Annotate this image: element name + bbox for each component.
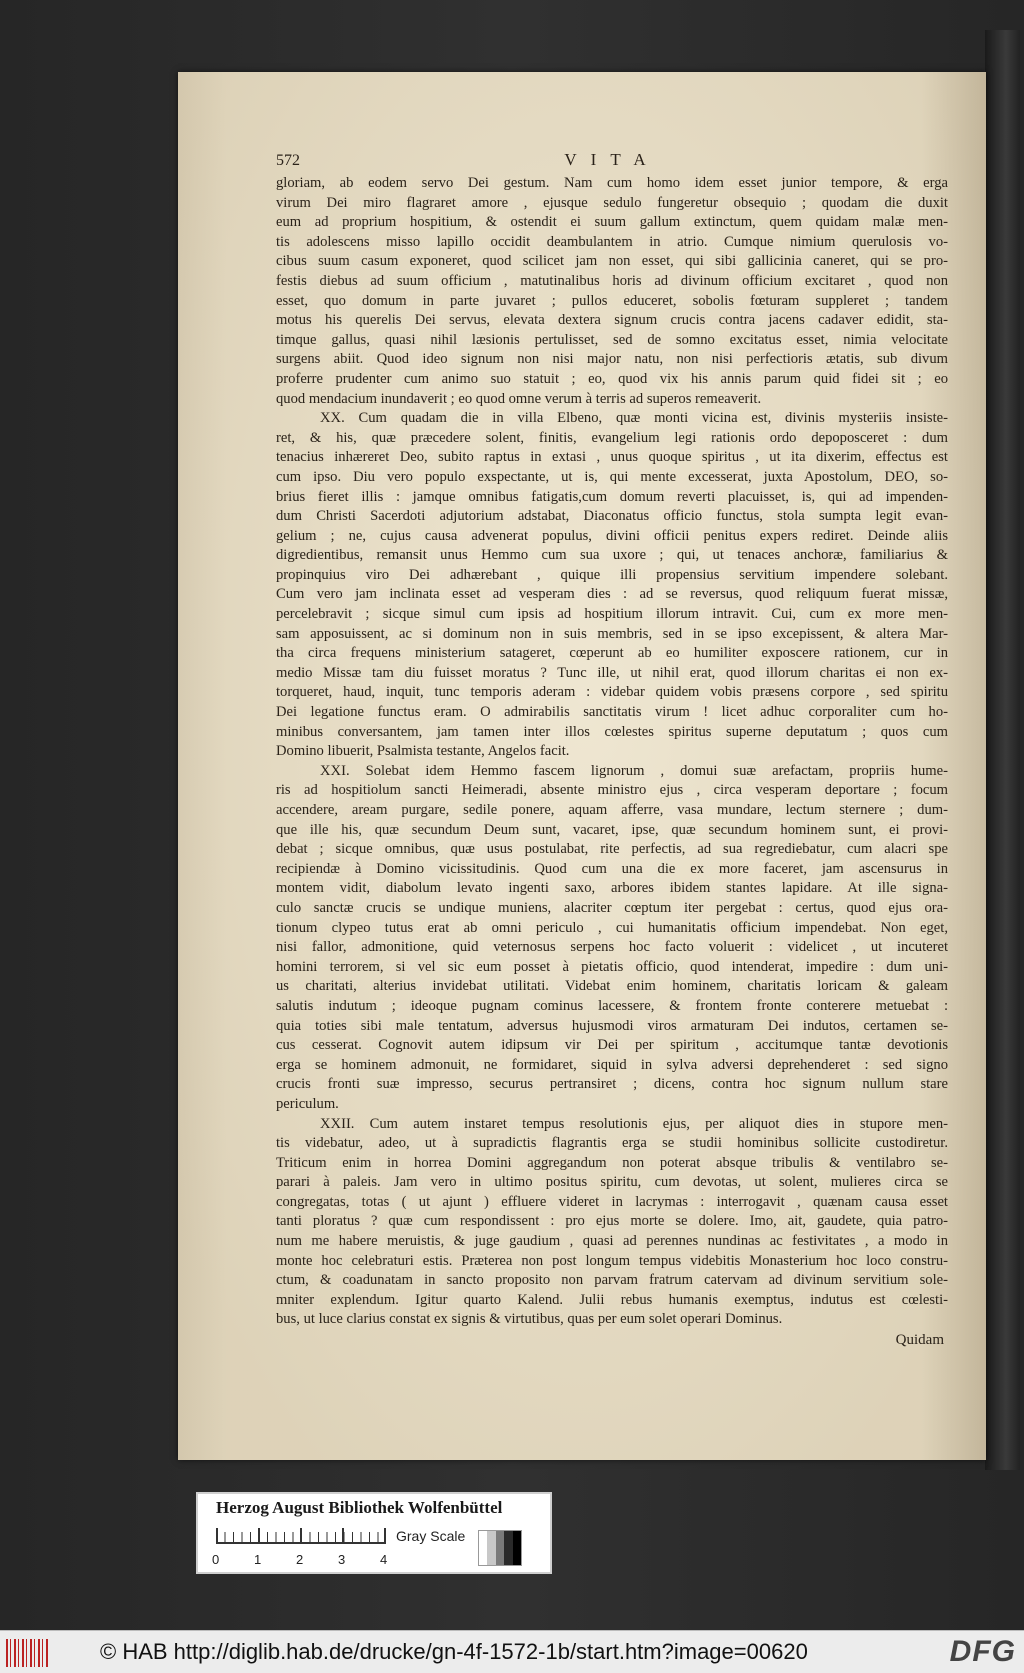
gray-patch bbox=[513, 1531, 521, 1565]
text-line: tionum clypeo tutus erat ab omni periculo , cui humanitatis officium impendebat. Non eget, bbox=[276, 919, 948, 936]
text-line: Domino libuerit, Psalmista testante, Angelos facit. bbox=[276, 743, 570, 760]
text-line: gloriam, ab eodem servo Dei gestum. Nam cum homo idem esset junior tempore, & erga bbox=[276, 175, 948, 191]
footer-bar bbox=[0, 1630, 1024, 1673]
gray-patch bbox=[496, 1531, 504, 1565]
text-line: salutis indutum ; ideoque pugnam cominus lacessere, & frontem fronte conterere metuebat : bbox=[276, 997, 948, 1014]
text-line: virum Dei miro flagraret amore , ejusque sedulo fungeretur obsequio ; quodam die duxit bbox=[276, 194, 948, 211]
text-line: tha circa frequens ministerium satageret, cœperunt ab eo humiliter exposcere rationem, cur in bbox=[276, 645, 948, 662]
text-line: percelebravit ; sicque simul cum ipsis ad hospitium illorum intravit. Cui, cum ex more men- bbox=[276, 606, 948, 623]
text-line: medio Missæ tam diu fuisset moratus ? Tunc ille, ut nihil erat, quod illorum charitas ei non ex- bbox=[276, 664, 948, 681]
hab-logo-icon bbox=[6, 1639, 48, 1667]
book-page bbox=[178, 72, 986, 1460]
library-stamp bbox=[196, 1492, 552, 1574]
text-line: surgens abiit. Quod ideo signum non nisi major natu, non nisi perfectioris ætatis, sub divum bbox=[276, 351, 948, 368]
text-line: cibus suum casum exponeret, quod scilicet jam non esset, qui sibi gallicinia caneret, qui se pro- bbox=[276, 253, 948, 270]
text-line: ris ad hospitiolum sancti Heimeradi, absente ministro ejus , circa vesperam deportare ; focum bbox=[276, 782, 948, 799]
text-line: nisi fallor, admonitione, quid veternosus serpens hoc facto voluerit : videlicet , ut incuteret bbox=[276, 939, 948, 956]
gray-patch bbox=[479, 1531, 487, 1565]
gray-patch bbox=[487, 1531, 495, 1565]
text-line: tis videbatur, adeo, ut à supradictis flagrantis erga se studii hominibus sollicite custodiretur. bbox=[276, 1135, 948, 1152]
text-line: torqueret, haud, inquit, tunc temporis aderam : videbar quidem vobis præsens corpore , sed spiritu bbox=[276, 684, 948, 701]
text-line: Triticum enim in horrea Domini aggregandum non poterat absque tribulis & ventilabro se- bbox=[276, 1154, 948, 1171]
library-name: Herzog August Bibliothek Wolfenbüttel bbox=[216, 1498, 503, 1517]
text-line: mniter explendum. Igitur quarto Kalend. Julii rebus humanis exemptus, indutus est cœlesti- bbox=[276, 1291, 948, 1308]
text-line: periculum. bbox=[276, 1095, 339, 1112]
dfg-logo: DFG bbox=[949, 1635, 1016, 1668]
page-content bbox=[276, 150, 948, 1349]
measurement-ruler bbox=[216, 1528, 386, 1544]
scale-number: 1 bbox=[254, 1552, 262, 1567]
gray-scale-patches bbox=[478, 1530, 522, 1566]
scale-number: 0 bbox=[212, 1552, 220, 1567]
text-line: motus his querelis Dei servus, elevata dextera signum crucis contra jacens cadaver edidit, sta- bbox=[276, 312, 948, 329]
text-line: minibus conversantem, jam tamen inter illos cœlestes spiritus superne deputatum ; quos cum bbox=[276, 723, 948, 740]
text-line: sam apposuissent, ac si dominum non in suis membris, sed in se ipso excepissent, & altera Mar- bbox=[276, 625, 948, 642]
body-text bbox=[276, 174, 948, 1330]
text-line: proferre prudenter cum animo suo statuit ; eo, quod vix his annis parum quid fidei sit ; eo bbox=[276, 370, 948, 387]
text-line: cum ipso. Diu vero populo exspectante, ut is, qui mente excesserat, juxta Apostolum, DEO, so- bbox=[276, 468, 948, 485]
text-line: cus cesserat. Cognovit autem idipsum vir Dei per spiritum , accitumque tantæ devotionis bbox=[276, 1037, 948, 1054]
text-line: XX. Cum quadam die in villa Elbeno, quæ monti vicina est, divinis mysteriis insiste- bbox=[320, 410, 948, 427]
page-header bbox=[276, 150, 948, 174]
text-line: num me habere meruistis, & juge gaudium , quasi ad perennes nundinas ac festivitates , a modo in bbox=[276, 1233, 948, 1250]
text-line: parari à paleis. Jam vero in ultimo positus spiritu, cum devotas, ut solent, mulieres circa se bbox=[276, 1174, 948, 1191]
text-line: culo sanctæ crucis se undique muniens, alacriter cœptum iter pergebat : certus, quod ejus ora- bbox=[276, 899, 948, 916]
gray-scale-label: Gray Scale bbox=[396, 1528, 466, 1544]
text-line: que ille his, quæ secundum Deum sunt, vacaret, ipse, quæ secundum hominem sunt, ei provi- bbox=[276, 821, 948, 838]
text-line: eum ad proprium hospitium, & ostendit ei suum gallum extinctum, quem quidam malæ men- bbox=[276, 214, 948, 231]
text-line: tis adolescens misso lapillo occidit deambulantem in atrio. Cumque nimium querulosis vo- bbox=[276, 233, 948, 250]
text-line: ret, & his, quæ præcedere solent, finitis, evangelium legi rationis ordo depoposceret : dum bbox=[276, 429, 948, 446]
running-head: VITA bbox=[564, 150, 660, 169]
text-line: recipiendæ à Domino vicissitudinis. Quod cum una die ex more faceret, jam ascensurus in bbox=[276, 860, 948, 877]
text-line: ctum, & coadunatam in sancto proposito non parvam fratrum catervam ad divinum servitium sole- bbox=[276, 1272, 948, 1289]
footer-url: © HAB http://diglib.hab.de/drucke/gn-4f-1572-1b/start.htm?image=00620 bbox=[100, 1639, 808, 1664]
text-line: XXI. Solebat idem Hemmo fascem lignorum , domui suæ arefactam, propriis hume- bbox=[320, 762, 948, 779]
text-line: esset, quo domum in parte juvaret ; pullos educeret, sobolis fœturam suppleret ; tandem bbox=[276, 292, 948, 309]
text-line: festis diebus ad suum officium , matutinalibus horis ad divinum officium excitaret , quod non bbox=[276, 272, 948, 289]
text-line: quod mendacium inundaverit ; eo quod omne verum à terris ad superos remeaverit. bbox=[276, 390, 762, 407]
catchword: Quidam bbox=[895, 1332, 944, 1349]
text-line: monte hoc celebraturi estis. Præterea non post longum tempus videbitis Monasterium hoc loco constru- bbox=[276, 1252, 948, 1269]
scale-number: 3 bbox=[338, 1552, 346, 1567]
text-line: propinquius viro Dei adhærebant , quique illi propensius servitium impendere solebant. bbox=[276, 566, 948, 583]
text-line: tenacius inhæreret Deo, subito raptus in extasi , unus quoque spiritus , ut ita dixerim, effectus est bbox=[276, 449, 948, 466]
text-line: debat ; sicque omnibus, quæ usus postulabat, rite perfectis, ad sua regrediebatur, cum alacri spe bbox=[276, 841, 948, 858]
page-number: 572 bbox=[276, 152, 300, 169]
text-line: brius fieret illis : jamque omnibus fatigatis,cum domum reverti placuisset, is, qui ad impenden- bbox=[276, 488, 948, 505]
text-line: Dei legatione functus eram. O admirabilis sanctitatis virum ! licet adhuc corporaliter cum ho- bbox=[276, 704, 948, 721]
text-line: montem vidit, diabolum levato ingenti saxo, arbores ibidem stantes lapidare. At ille signa- bbox=[276, 880, 948, 897]
text-line: erga se hominem admonuit, ne formidaret, siquid in sylva adversi deprehenderet : sed signo bbox=[276, 1056, 948, 1073]
text-line: accendere, aream purgare, sedile ponere, aquam afferre, vasa mundare, lectum sternere ; dum- bbox=[276, 802, 948, 818]
text-line: digredientibus, remansit unus Hemmo cum sua uxore ; qui, ut tenaces anchoræ, familiarius & bbox=[276, 547, 948, 564]
gray-patch bbox=[504, 1531, 512, 1565]
text-line: dum Christi Sacerdoti adjutorium adstabat, Diaconatus officio functus, stola sumpta legit evan- bbox=[276, 508, 948, 525]
text-line: congregatas, totas ( ut ajunt ) effluere videret in lacrymas : interrogavit , quænam causa esset bbox=[276, 1193, 948, 1210]
text-line: crucis fronti suæ impresso, securus pertransiret ; dicens, contra hoc signum nullum stare bbox=[276, 1076, 948, 1093]
book-spine bbox=[985, 30, 1020, 1470]
text-line: quia toties sibi male tentatum, adversus hujusmodi viros armaturam Dei indutos, certamen se- bbox=[276, 1017, 948, 1034]
text-line: Cum vero jam inclinata esset ad vesperam dies : ad se reversus, quod reliquum fuerat missæ, bbox=[276, 586, 948, 603]
text-line: bus, ut luce clarius constat ex signis & virtutibus, quas per eum solet operari Dominus. bbox=[276, 1311, 783, 1328]
text-line: timque gallus, quasi nihil læsionis pertulisset, sed de somno excitatus esset, nimia velocitate bbox=[276, 331, 948, 348]
text-line: us charitati, alterius invidebat utilitati. Videbat enim hominem, charitatis loricam & galeam bbox=[276, 978, 948, 995]
text-line: XXII. Cum autem instaret tempus resolutionis ejus, per aliquot dies in stupore men- bbox=[320, 1115, 948, 1132]
text-line: homini terrorem, si vel sic eum posset à pietatis officio, quod intenderat, impedire : dum uni- bbox=[276, 958, 948, 975]
text-line: tanti ploratus ? quæ cum respondissent : pro ejus morte se dolere. Imo, ait, gaudete, quia patro- bbox=[276, 1213, 948, 1230]
scale-number: 4 bbox=[380, 1552, 388, 1567]
text-line: gelium ; ne, cujus causa advenerat populus, divini officii penitus expers rediret. Deinde aliis bbox=[276, 527, 948, 544]
scale-number: 2 bbox=[296, 1552, 304, 1567]
